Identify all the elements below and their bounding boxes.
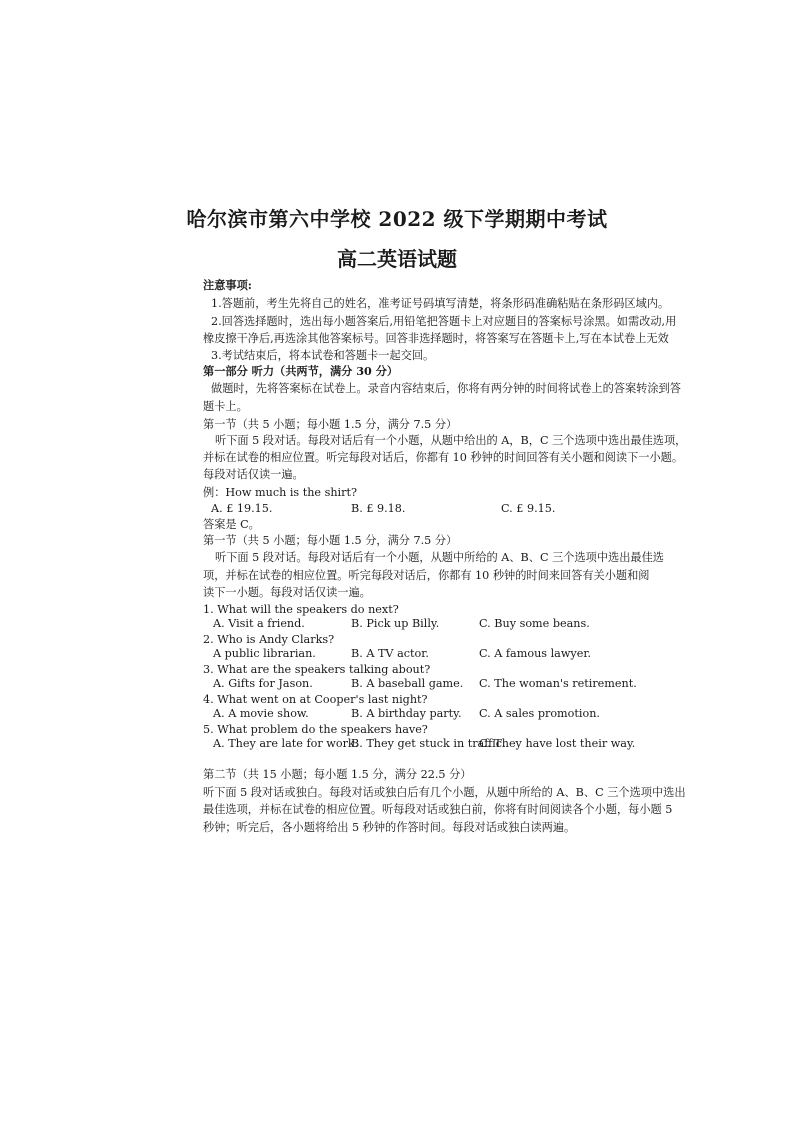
q3-option-b: B. A baseball game.	[351, 677, 464, 690]
example-option-b: B. £ 9.18.	[351, 502, 406, 515]
section2-heading: 第二节（共 15 小题；每小题 1.5 分，满分 22.5 分）	[203, 768, 472, 781]
section2-instruction: 秒钟；听完后，各小题将给出 5 秒钟的作答时间。每段对话或独白读两遍。	[203, 821, 576, 834]
section1b-heading: 第一节（共 5 小题；每小题 1.5 分，满分 7.5 分）	[203, 534, 458, 547]
example-option-a: A. £ 19.15.	[211, 502, 273, 515]
section1a-heading: 第一节（共 5 小题；每小题 1.5 分，满分 7.5 分）	[203, 418, 458, 431]
exam-title: 哈尔滨市第六中学校 2022 级下学期期中考试	[186, 207, 608, 231]
part1-heading: 第一部分 听力（共两节，满分 30 分）	[203, 364, 399, 378]
example-question: 例：How much is the shirt?	[203, 486, 357, 499]
notice-item: 1.答题前，考生先将自己的姓名，准考证号码填写清楚，将条形码准确粘贴在条形码区域内。	[211, 297, 670, 310]
notice-heading: 注意事项:	[203, 278, 252, 292]
q2-option-a: A public librarian.	[213, 647, 316, 660]
q5-option-b: B. They get stuck in traffic.	[351, 737, 506, 750]
notice-item: 3.考试结束后，将本试卷和答题卡一起交回。	[211, 349, 435, 362]
section1a-instruction: 听下面 5 段对话。每段对话后有一个小题，从题中给出的 A，B，C 三个选项中选出最佳选项，	[215, 434, 687, 447]
notice-item: 2.回答选择题时，选出每小题答案后,用铅笔把答题卡上对应题目的答案标号涂黑。如需改动,用	[211, 315, 677, 328]
section1a-instruction: 每段对话仅读一遍。	[203, 468, 304, 481]
q1-option-c: C. Buy some beans.	[479, 617, 590, 630]
q2-option-b: B. A TV actor.	[351, 647, 429, 660]
section1a-instruction: 并标在试卷的相应位置。听完每段对话后，你都有 10 秒钟的时间回答有关小题和阅读下一小题。	[203, 451, 684, 464]
section2-instruction: 听下面 5 段对话或独白。每段对话或独白后有几个小题，从题中所给的 A、B、C 三个选项中选出	[203, 786, 686, 799]
exam-subtitle: 高二英语试题	[337, 247, 457, 271]
q3-option-a: A. Gifts for Jason.	[213, 677, 313, 690]
question-4: 4. What went on at Cooper's last night?	[203, 693, 428, 706]
example-answer: 答案是 C。	[203, 518, 260, 531]
part1-intro: 题卡上。	[203, 400, 248, 413]
q3-option-c: C. The woman's retirement.	[479, 677, 637, 690]
q4-option-c: C. A sales promotion.	[479, 707, 600, 720]
q5-option-c: C. They have lost their way.	[479, 737, 636, 750]
notice-item: 橡皮擦干净后,再选涂其他答案标号。回答非选择题时，将答案写在答题卡上,写在本试卷上无效	[203, 332, 669, 345]
q2-option-c: C. A famous lawyer.	[479, 647, 592, 660]
q1-option-a: A. Visit a friend.	[213, 617, 305, 630]
q4-option-a: A. A movie show.	[213, 707, 309, 720]
question-3: 3. What are the speakers talking about?	[203, 663, 431, 676]
section2-instruction: 最佳选项，并标在试卷的相应位置。听每段对话或独白前，你将有时间阅读各个小题，每小题 5	[203, 803, 673, 816]
question-1: 1. What will the speakers do next?	[203, 603, 399, 616]
question-5: 5. What problem do the speakers have?	[203, 723, 428, 736]
section1b-instruction: 读下一小题。每段对话仅读一遍。	[203, 586, 371, 599]
part1-intro: 做题时，先将答案标在试卷上。录音内容结束后，你将有两分钟的时间将试卷上的答案转涂到答	[211, 382, 681, 395]
q4-option-b: B. A birthday party.	[351, 707, 462, 720]
q5-option-a: A. They are late for work.	[213, 737, 359, 750]
example-option-c: C. £ 9.15.	[501, 502, 556, 515]
question-2: 2. Who is Andy Clarks?	[203, 633, 335, 646]
section1b-instruction: 项，并标在试卷的相应位置。听完每段对话后，你都有 10 秒钟的时间来回答有关小题和阅	[203, 569, 650, 582]
section1b-instruction: 听下面 5 段对话。每段对话后有一个小题，从题中所给的 A、B、C 三个选项中选出最佳选	[215, 551, 664, 564]
q1-option-b: B. Pick up Billy.	[351, 617, 440, 630]
